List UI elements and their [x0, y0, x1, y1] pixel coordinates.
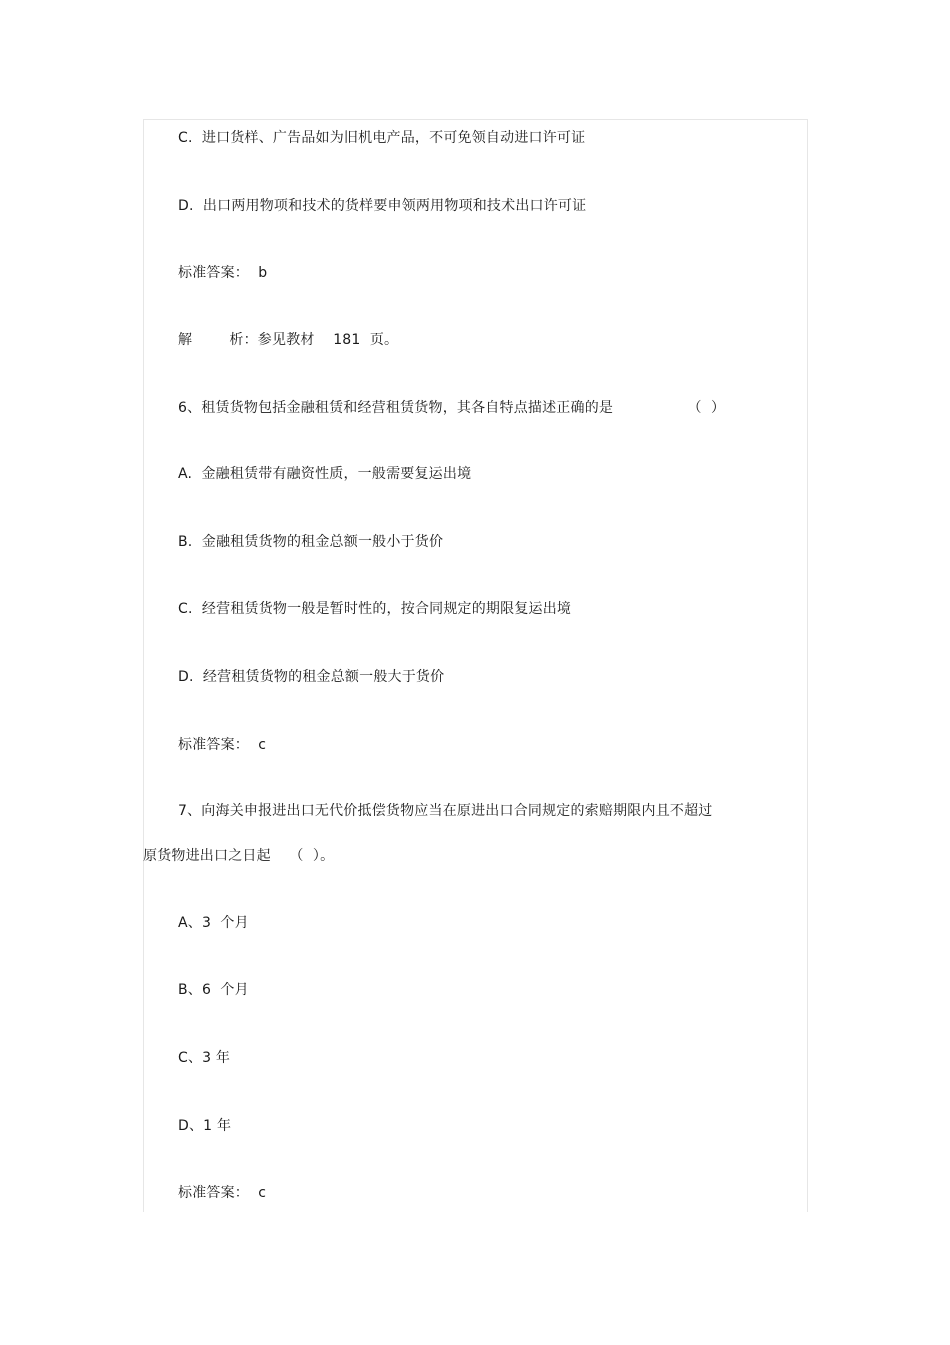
q6-answer: 标准答案： c — [178, 737, 267, 753]
q5-option-c: C. 进口货样、广告品如为旧机电产品，不可免领自动进口许可证 — [178, 130, 586, 146]
q6-option-a: A. 金融租赁带有融资性质，一般需要复运出境 — [178, 466, 472, 482]
q6-option-b: B. 金融租赁货物的租金总额一般小于货价 — [178, 534, 444, 550]
q5-answer: 标准答案： b — [178, 265, 268, 281]
q6-option-c: C. 经营租赁货物一般是暂时性的，按合同规定的期限复运出境 — [178, 601, 572, 617]
q7-option-b: B、6 个月 — [178, 982, 249, 998]
q7-answer: 标准答案： c — [178, 1185, 267, 1201]
q6-question: 6、租赁货物包括金融租赁和经营租赁货物，其各自特点描述正确的是 （ ） — [178, 400, 726, 416]
q7-question-line1: 7、向海关申报进出口无代价抵偿货物应当在原进出口合同规定的索赔期限内且不超过 — [178, 803, 713, 819]
q7-option-a: A、3 个月 — [178, 915, 249, 931]
q7-option-c: C、3 年 — [178, 1050, 231, 1066]
q5-explanation: 解 析：参见教材 181 页。 — [178, 332, 399, 348]
q6-option-d: D. 经营租赁货物的租金总额一般大于货价 — [178, 669, 445, 685]
page-frame-left-border — [143, 119, 144, 1212]
q7-question-line2: 原货物进出口之日起 （ ）。 — [143, 848, 335, 864]
page-frame-top-border — [143, 119, 808, 120]
q5-option-d: D. 出口两用物项和技术的货样要申领两用物项和技术出口许可证 — [178, 198, 587, 214]
page-frame-right-border — [807, 119, 808, 1212]
q7-option-d: D、1 年 — [178, 1118, 232, 1134]
